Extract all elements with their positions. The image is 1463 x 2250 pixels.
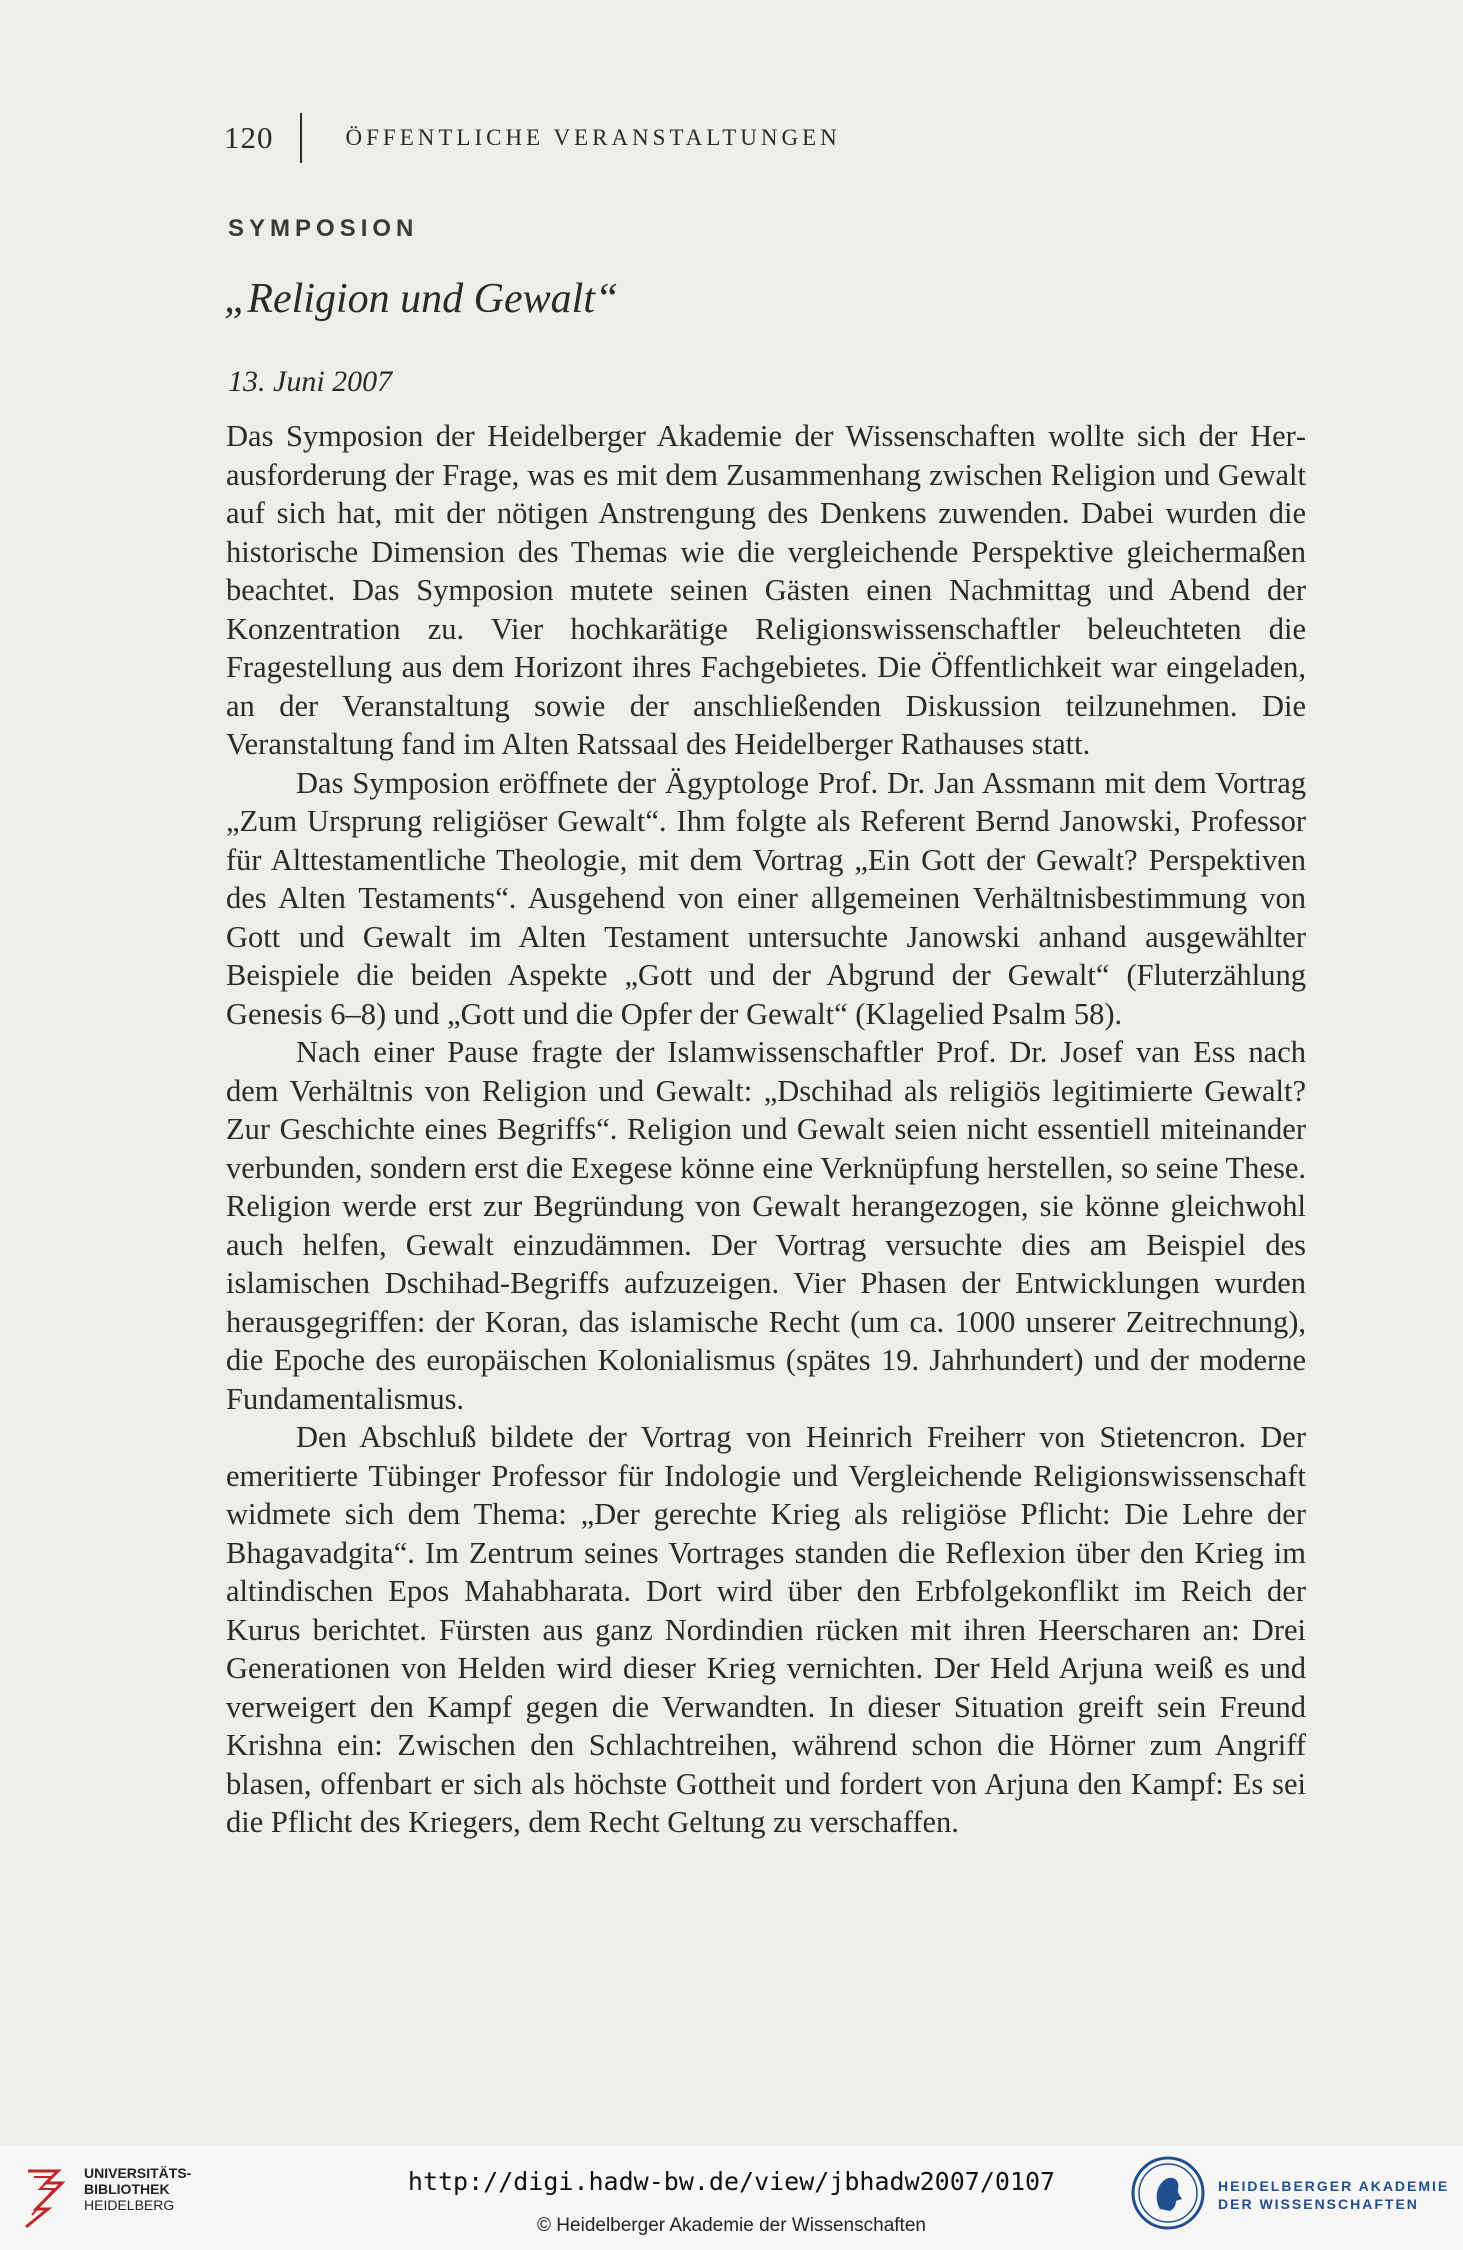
paragraph: Nach einer Pause fragte der Islamwissenschaftler Prof. Dr. Josef van Ess nach dem Verhältnis von Religion und Gewalt: „Dschihad als religiös legitimierte Gewalt? Zur Geschichte eines Begriffs“. Religion und Gewalt seien nicht essentiell miteinander verbunden, sondern erst die Exegese könne eine Verknüpfung herstellen, so seine These. Religion werde erst zur Begründung von Gewalt herangezogen, sie könne gleichwohl auch helfen, Gewalt einzudämmen. Der Vortrag versuchte dies am Beispiel des islamischen Dschihad-Begriffs aufzuzeigen. Vier Phasen der Entwicklungen wurden herausgegriffen: der Koran, das islamische Recht (um ca. 1000 unserer Zeitrechnung), die Epoche des europäischen Kolonialismus (spätes 19. Jahrhundert) und der moderne Fundamentalismus. bbox=[226, 1035, 1306, 1416]
permalink-url[interactable]: http://digi.hadw-bw.de/view/jbhadw2007/0107 bbox=[407, 2167, 1056, 2196]
article-body bbox=[226, 417, 1306, 1842]
paragraph: Den Abschluß bildete der Vortrag von Heinrich Freiherr von Stietencron. Der emeritierte Tübinger Professor für Indologie und Vergleichende Religionswissenschaft widmete sich dem Thema: „Der gerechte Krieg als religiöse Pflicht: Die Lehre der Bhagavadgita“. Im Zentrum seines Vortrages standen die Reflexion über den Krieg im altindischen Epos Mahabharata. Dort wird über den Erbfolgekonflikt im Reich der Kurus berichtet. Fürsten aus ganz Nordindien rücken mit ihren Heerscharen an: Drei Generationen von Helden wird dieser Krieg vernichten. Der Held Arjuna weiß es und verweigert den Kampf gegen die Verwandten. In dieser Situation greift sein Freund Krishna ein: Zwischen den Schlachtreihen, während schon die Hörner zum Angriff blasen, offenbart er sich als höchste Gottheit und fordert von Arjuna den Kampf: Es sei die Pflicht des Kriegers, dem Recht Geltung zu verschaffen. bbox=[226, 1420, 1306, 1839]
paragraph: Das Symposion der Heidelberger Akademie der Wissenschaften wollte sich der Herausforderung der Frage, was es mit dem Zusammenhang zwischen Religion und Gewalt auf sich hat, mit der nötigen Anstrengung des Denkens zuwenden. Dabei wurden die historische Dimension des Themas wie die vergleichende Perspektive gleichermaßen beachtet. Das Symposion mutete seinen Gästen einen Nachmittag und Abend der Konzentration zu. Vier hochkarätige Religionswissenschaftler beleuchteten die Fragestellung aus dem Horizont ihres Fachgebietes. Die Öffentlichkeit war eingeladen, an der Veranstaltung sowie der anschließenden Diskussion teilzunehmen. Die Veranstaltung fand im Alten Ratssaal des Heidelberger Rathauses statt. bbox=[226, 419, 1306, 761]
digitization-footer bbox=[0, 2145, 1463, 2250]
hadw-seal-icon bbox=[1130, 2155, 1206, 2231]
running-head bbox=[224, 118, 841, 158]
academy-name bbox=[1218, 2177, 1449, 2213]
copyright-notice: © Heidelberger Akademie der Wissenschaften bbox=[537, 2215, 926, 2236]
article-date: 13. Juni 2007 bbox=[228, 365, 393, 398]
page-number: 120 bbox=[224, 120, 274, 155]
paragraph: Das Symposion eröffnete der Ägyptologe Prof. Dr. Jan Assmann mit dem Vortrag „Zum Ursprung religiöser Gewalt“. Ihm folgte als Referent Bernd Janowski, Professor für Alttestamentliche Theologie, mit dem Vortrag „Ein Gott der Gewalt? Perspektiven des Alten Testaments“. Ausgehend von einer allgemeinen Verhältnisbestimmung von Gott und Gewalt im Alten Testament untersuchte Janowski anhand ausgewählter Beispiele die beiden Aspekte „Gott und der Abgrund der Gewalt“ (Fluterzählung Genesis 6–8) und „Gott und die Opfer der Gewalt“ (Klagelied Psalm 58). bbox=[226, 765, 1306, 1031]
header-divider bbox=[300, 113, 302, 163]
library-name-line: BIBLIOTHEK bbox=[84, 2181, 170, 2197]
section-title: ÖFFENTLICHE VERANSTALTUNGEN bbox=[345, 125, 841, 150]
academy-name-line: DER WISSENSCHAFTEN bbox=[1218, 2196, 1419, 2212]
article-title: „Religion und Gewalt“ bbox=[224, 276, 619, 322]
article-kicker: SYMPOSION bbox=[228, 215, 419, 242]
library-name-line: UNIVERSITÄTS- bbox=[84, 2165, 192, 2181]
library-name-line: HEIDELBERG bbox=[84, 2197, 175, 2213]
academy-name-line: HEIDELBERGER AKADEMIE bbox=[1218, 2178, 1450, 2194]
